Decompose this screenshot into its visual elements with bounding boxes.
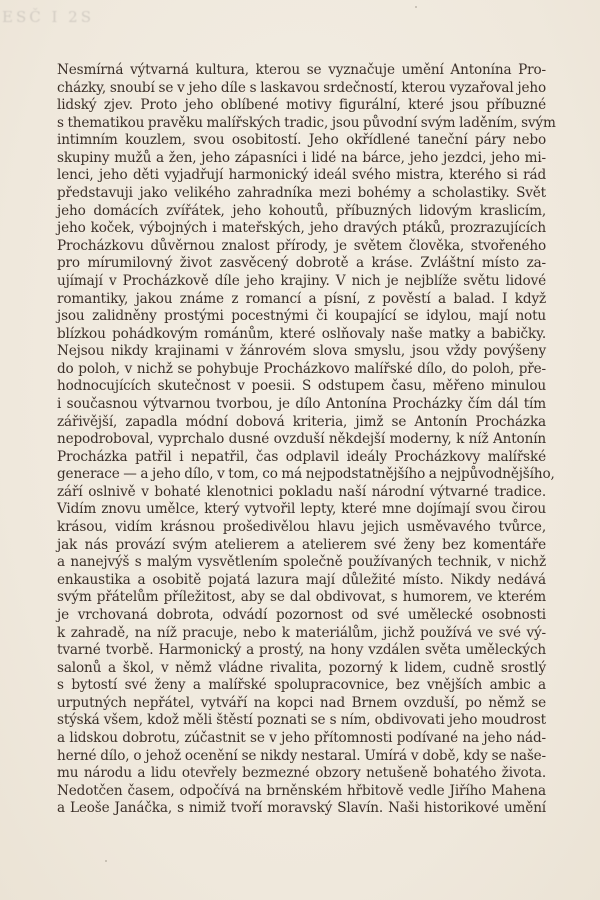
text-line: nepodroboval, vyprchalo dusné ovzduší někdejší moderny, k níž Antonín: [57, 431, 546, 448]
text-line: cházky, snoubí se v jeho díle s laskavou srdečností, kterou vyzařoval jeho: [57, 79, 546, 96]
text-line: s thematikou pravěku malířských tradic, jsou původní svým laděním, svým: [57, 114, 556, 131]
text-line: a lidskou dobrotu, zúčastnit se v jeho přítomnosti podívané na jeho nád-: [57, 729, 546, 746]
text-line: jeho domácích zvířátek, jeho kohoutů, příbuzných lidovým kraslicím,: [57, 202, 546, 219]
text-line: blízkou pohádkovým románům, které oslňovaly naše matky a babičky.: [57, 325, 546, 342]
text-line: skupiny mužů a žen, jeho zápasníci i lidé na bárce, jeho jezdci, jeho mi-: [57, 149, 546, 166]
text-line: jsou zalidněny prostými pocestnými či koupající se idylou, mají notu: [57, 308, 546, 325]
text-line: ujímají v Procházkově díle jeho krajiny. V nich je nejblíže světu lidové: [57, 272, 546, 289]
paper-speck: [105, 860, 107, 862]
text-line: Procházka patřil i nepatřil, čas odplavil ideály Procházkovy malířské: [57, 448, 546, 465]
text-line: Nedotčen časem, odpočívá na brněnském hřbitově vedle Jiřího Mahena: [57, 782, 546, 799]
text-line: tvarné tvorbě. Harmonický a prostý, na hony vzdálen světa uměleckých: [57, 642, 546, 659]
text-line: stýská všem, kdož měli štěstí poznati se s ním, obdivovati jeho moudrost: [57, 712, 546, 729]
text-line: a nanejvýš s malým vysvětlením společně používaných technik, v nichž: [57, 554, 546, 571]
bleed-through-text: ESČ I 2S: [2, 8, 94, 26]
text-line: k zahradě, na níž pracuje, nebo k materiálům, jichž používá ve své vý-: [57, 624, 546, 641]
text-line: do poloh, v nichž se pohybuje Procházkovo malířské dílo, do poloh, pře-: [57, 360, 546, 377]
text-line: i současnou výtvarnou tvorbou, je dílo Antonína Procházky čím dál tím: [57, 395, 546, 412]
text-line: jeho koček, výbojných i mateřských, jeho dravých ptáků, prozrazujících: [57, 220, 546, 237]
text-line: svým přátelům příležitost, aby se dal obdivovat, s humorem, ve kterém: [57, 589, 546, 606]
body-paragraph: [57, 62, 556, 818]
text-line: generace — a jeho dílo, v tom, co má nejpodstatnějšího a nejpůvodnějšího,: [57, 466, 555, 483]
text-line: s bytostí své ženy a malířské spolupracovnice, bez vnějších ambic a: [57, 677, 546, 694]
text-line: zářivější, zapadla módní dobová kriteria, jimž se Antonín Procházka: [57, 413, 546, 430]
text-line: salonů a škol, v němž vládne rivalita, pozorný k lidem, cudně srostlý: [57, 659, 546, 676]
text-line: lenci, jeho děti vyjadřují harmonický ideál svého mistra, kterého si rád: [57, 167, 546, 184]
text-line: září oslnivě v bohaté klenotnici pokladu naší národní výtvarné tradice.: [57, 483, 546, 500]
text-line: hodnocujících skutečnost v poesii. S odstupem času, měřeno minulou: [57, 378, 546, 395]
paper-speck: [415, 6, 417, 8]
text-line: lidský zjev. Proto jeho oblíbené motivy figurální, které jsou příbuzné: [57, 97, 546, 114]
text-line: mu národu a lidu otevřely bezmezné obzory netušeně bohatého života.: [57, 765, 546, 782]
text-line: je vrchovaná dobrota, odvádí pozornost od své umělecké osobnosti: [57, 606, 546, 623]
text-line: enkaustika a osobitě pojatá lazura mají důležité místo. Nikdy nedává: [57, 571, 546, 588]
text-line: urputných nepřátel, vytváří na kopci nad Brnem ovzduší, po němž se: [57, 694, 546, 711]
text-line: Nesmírná výtvarná kultura, kterou se vyznačuje umění Antonína Pro-: [57, 62, 546, 78]
text-line: Procházkovu důvěrnou znalost přírody, je světem člověka, stvořeného: [57, 237, 546, 254]
text-line: Nejsou nikdy krajinami v žánrovém slova smyslu, jsou vždy povýšeny: [57, 343, 546, 360]
text-line: romantiky, jakou známe z romancí a písní, z pověstí a balad. I když: [57, 290, 546, 307]
text-line: pro mírumilovný život zasvěcený dobrotě a kráse. Zvláštní místo za-: [57, 255, 546, 272]
text-line: Vidím znovu umělce, který vytvořil lepty, které mne dojímají svou čirou: [57, 501, 546, 518]
text-line: intimním kouzlem, svou osobitostí. Jeho okřídlené taneční páry nebo: [57, 132, 546, 149]
text-line: jak nás provází svým atelierem a atelierem své ženy bez komentáře: [57, 536, 546, 553]
text-line: herné dílo, o jehož ocenění se nikdy nestaral. Umírá v době, kdy se naše-: [57, 747, 546, 764]
text-line: a Leoše Janáčka, s nimiž tvoří moravský Slavín. Naši historikové umění: [57, 800, 546, 817]
text-line: krásou, vidím krásnou prošedivělou hlavu jejich usměvavého tvůrce,: [57, 519, 546, 536]
text-line: představuji jako velikého zahradníka mezi bohémy a scholastiky. Svět: [57, 185, 546, 202]
